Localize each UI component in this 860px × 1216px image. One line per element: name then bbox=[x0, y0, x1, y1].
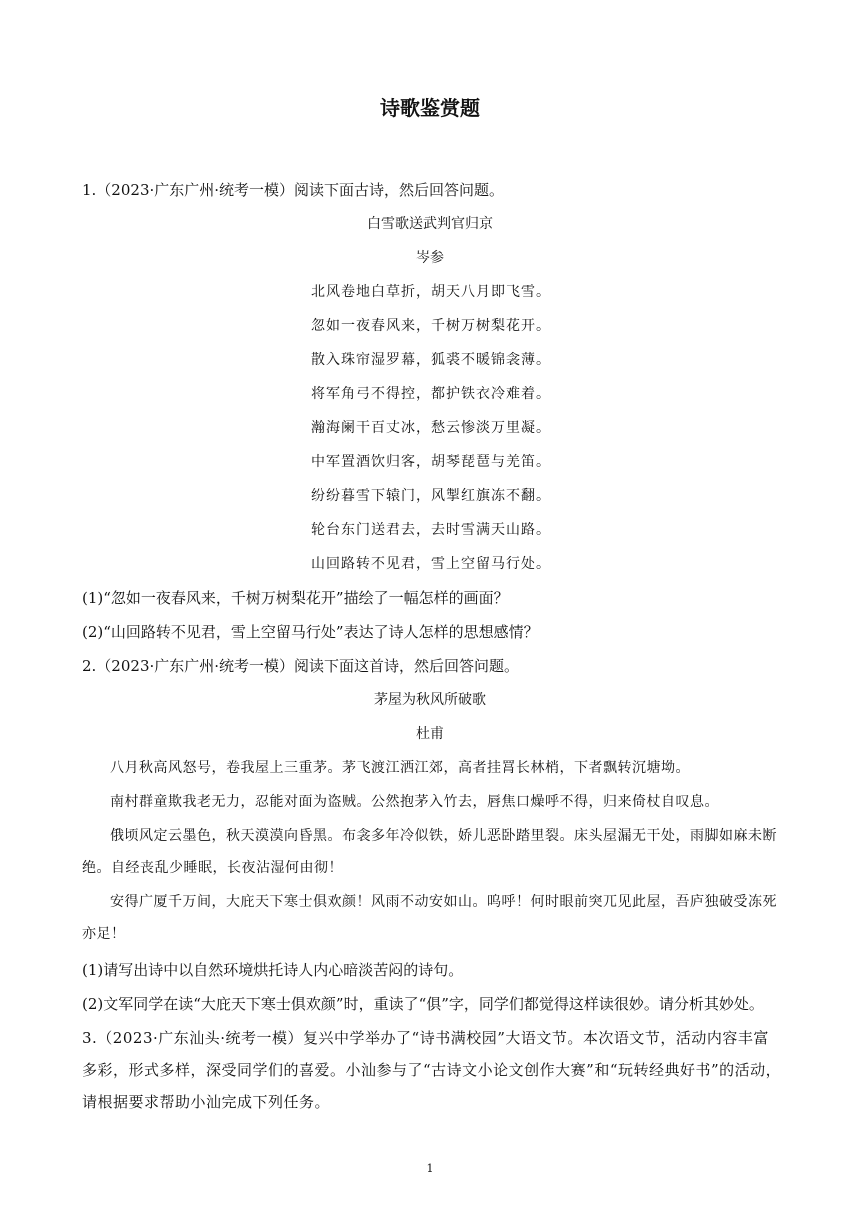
q1-stem: 1.（2023·广东广州·统考一模）阅读下面古诗，然后回答问题。 bbox=[82, 181, 505, 199]
q3-stem: 3.（2023·广东汕头·统考一模）复兴中学举办了“诗书满校园”大语文节。本次语文节，活动内容丰富多彩，形式多样，深受同学们的喜爱。小汕参与了“古诗文小论文创作大赛”和“玩转经典好书”的活动，请根据要求帮助小汕完成下列任务。 bbox=[82, 1029, 782, 1111]
q1-verse-line: 山回路转不见君，雪上空留马行处。 bbox=[311, 556, 551, 572]
q2-author: 杜甫 bbox=[416, 726, 444, 742]
q1-verse-line: 纷纷暮雪下辕门，风掣红旗冻不翻。 bbox=[311, 488, 551, 504]
q1-verse-line: 散入珠帘湿罗幕，狐裘不暖锦衾薄。 bbox=[311, 352, 551, 368]
q2-poem-paragraph: 八月秋高风怒号，卷我屋上三重茅。茅飞渡江洒江郊，高者挂罥长林梢，下者飘转沉塘坳。 bbox=[110, 760, 690, 776]
q2-sub-question-1: (1)请写出诗中以自然环境烘托诗人内心暗淡苦闷的诗句。 bbox=[82, 961, 464, 979]
q2-poem-paragraph: 俄顷风定云墨色，秋天漠漠向昏黑。布衾多年冷似铁，娇儿恶卧踏里裂。床头屋漏无干处，雨脚如麻未断绝。自经丧乱少睡眠，长夜沾湿何由彻！ bbox=[82, 828, 777, 876]
q2-sub-question-2: (2)文军同学在读“大庇天下寒士俱欢颜”时，重读了“俱”字，同学们都觉得这样读很妙。请分析其妙处。 bbox=[82, 995, 764, 1013]
q1-sub-question-1: (1)“忽如一夜春风来，千树万树梨花开”描绘了一幅怎样的画面？ bbox=[82, 589, 509, 607]
q1-verse-line: 忽如一夜春风来，千树万树梨花开。 bbox=[311, 318, 551, 334]
q1-poem-title: 白雪歌送武判官归京 bbox=[367, 216, 493, 232]
q2-stem: 2.（2023·广东广州·统考一模）阅读下面这首诗，然后回答问题。 bbox=[82, 657, 520, 675]
page-title: 诗歌鉴赏题 bbox=[380, 96, 480, 120]
q1-verse-line: 将军角弓不得控，都护铁衣冷难着。 bbox=[311, 386, 551, 402]
q2-poem-paragraph: 安得广厦千万间，大庇天下寒士俱欢颜！风雨不动安如山。呜呼！何时眼前突兀见此屋，吾庐独破受冻死亦足！ bbox=[82, 894, 777, 942]
page-number: 1 bbox=[426, 1162, 434, 1175]
q1-verse-line: 中军置酒饮归客，胡琴琵琶与羌笛。 bbox=[311, 454, 551, 470]
q1-sub-question-2: (2)“山回路转不见君，雪上空留马行处”表达了诗人怎样的思想感情？ bbox=[82, 623, 539, 641]
q1-author: 岑参 bbox=[416, 250, 444, 266]
q1-verse-line: 轮台东门送君去，去时雪满天山路。 bbox=[311, 522, 551, 538]
q1-verse-line: 瀚海阑干百丈冰，愁云惨淡万里凝。 bbox=[311, 420, 551, 436]
q2-poem-paragraph: 南村群童欺我老无力，忍能对面为盗贼。公然抱茅入竹去，唇焦口燥呼不得，归来倚杖自叹息。 bbox=[110, 794, 719, 810]
q2-poem-title: 茅屋为秋风所破歌 bbox=[374, 692, 486, 708]
q1-verse-line: 北风卷地白草折，胡天八月即飞雪。 bbox=[311, 284, 551, 300]
